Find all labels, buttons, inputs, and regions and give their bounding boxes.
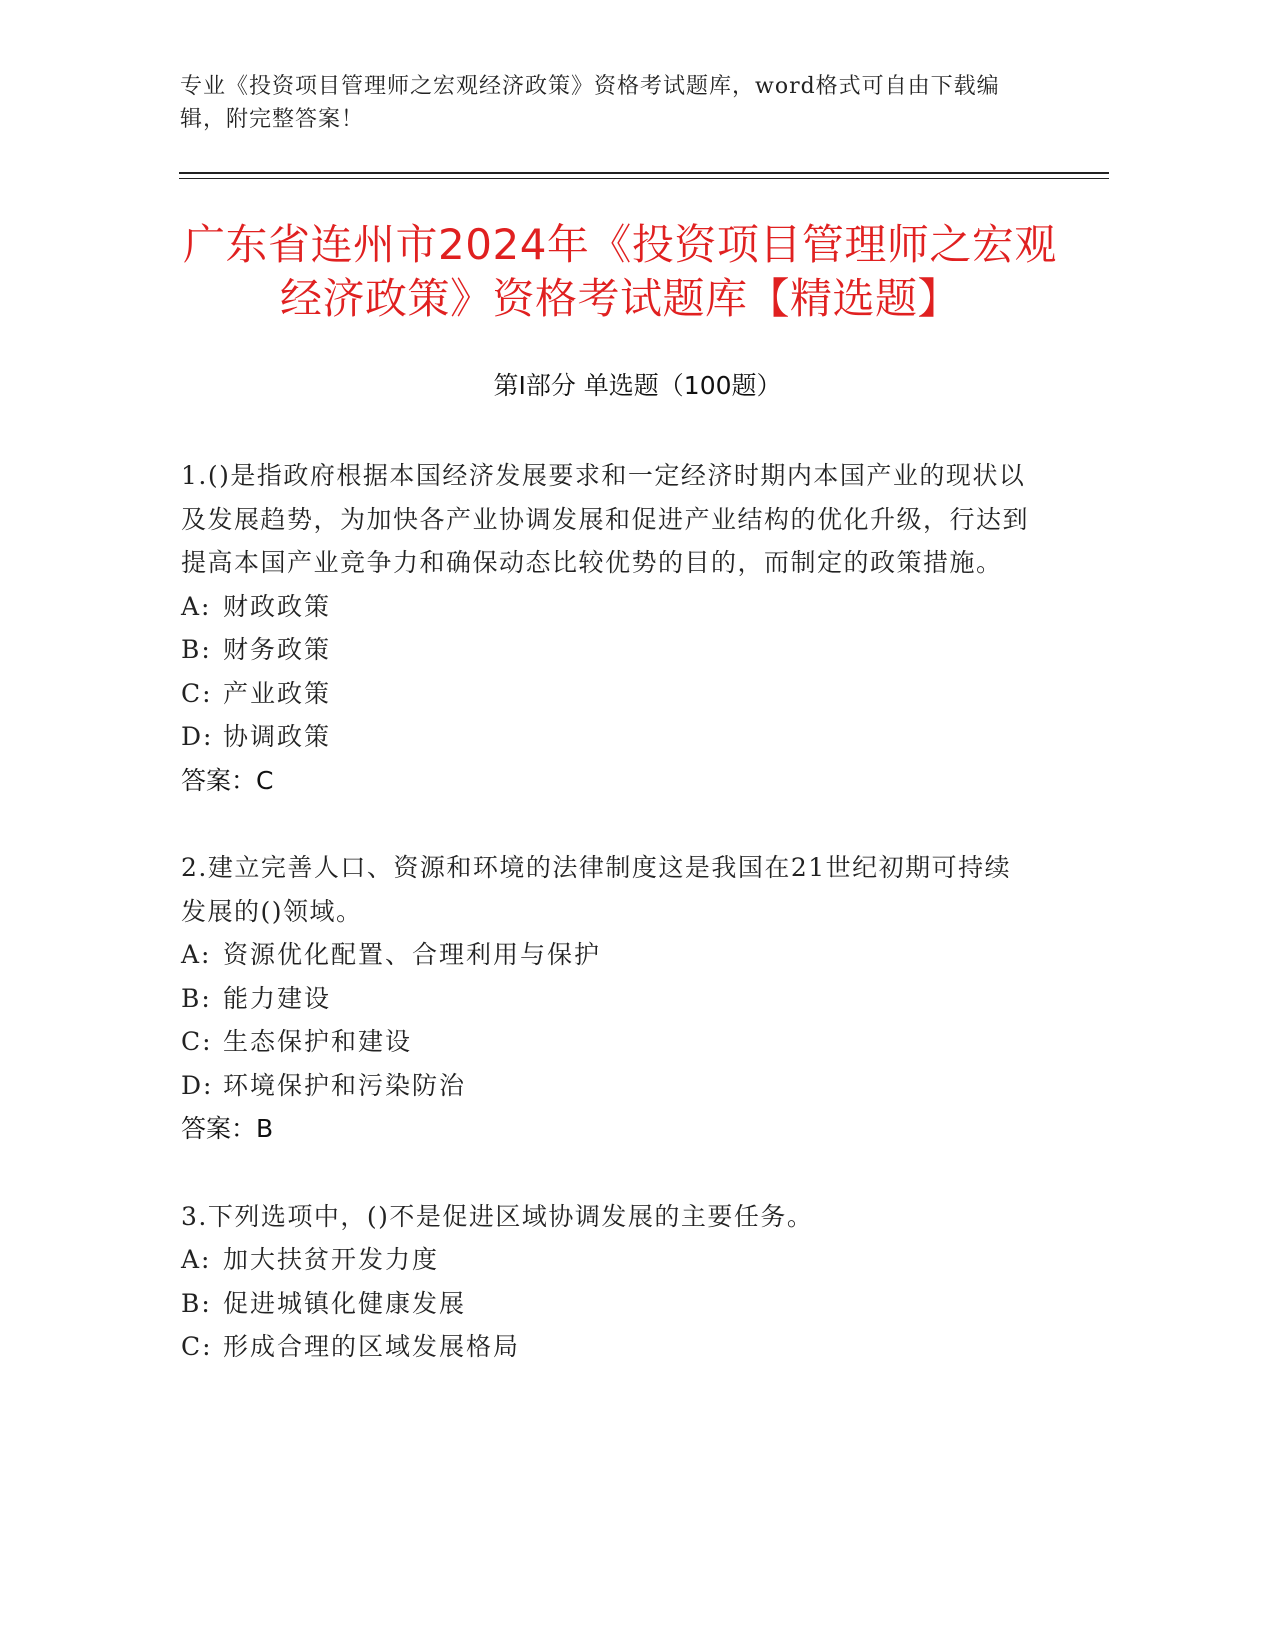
option-letter: B: [181,635,212,664]
section-heading: 第Ⅰ部分 单选题（100题） [493,371,782,400]
header-note: 专业《投资项目管理师之宏观经济政策》资格考试题库，word格式可自由下载编辑，附完整答案！ [180,74,1000,132]
question-item [181,454,1031,802]
option-c [181,1325,1031,1369]
option-letter: D: [181,722,214,751]
question-item [181,1195,1031,1369]
option-d [181,715,1031,759]
option-text: 财政政策 [223,591,332,621]
option-text: 促进城镇化健康发展 [223,1288,467,1318]
answer-line: 答案：C [181,765,274,795]
option-b [181,1282,1031,1326]
option-letter: B: [181,1288,212,1318]
option-b [181,977,1031,1021]
option-letter: A: [181,1245,212,1274]
option-a [181,1238,1031,1282]
document-title: 广东省连州市2024年《投资项目管理师之宏观经济政策》资格考试题库【精选题】 [183,220,1057,323]
option-letter: A: [181,940,212,969]
question-item [181,846,1031,1151]
option-letter: B: [181,983,212,1013]
answer-line: 答案：B [181,1114,274,1143]
option-a [181,585,1031,629]
option-a [181,933,1031,977]
question-list [181,454,1031,1413]
question-stem: 2.建立完善人口、资源和环境的法律制度这是我国在21世纪初期可持续发展的()领域。 [181,853,1012,926]
option-text: 协调政策 [223,722,332,751]
option-text: 环境保护和污染防治 [223,1070,467,1100]
option-letter: C: [181,1027,213,1056]
option-c [181,672,1031,716]
question-stem: 1.()是指政府根据本国经济发展要求和一定经济时期内本国产业的现状以及发展趋势，为加快各产业协调发展和促进产业结构的优化升级，行达到提高本国产业竞争力和确保动态比较优势的目的，而制定的政策措施。 [181,461,1030,577]
option-letter: A: [181,591,212,621]
option-c [181,1020,1031,1064]
option-text: 生态保护和建设 [223,1027,413,1056]
option-b [181,628,1031,672]
option-letter: C: [181,678,213,708]
option-text: 能力建设 [223,983,332,1013]
option-text: 财务政策 [223,635,332,664]
option-text: 形成合理的区域发展格局 [223,1332,521,1361]
option-text: 加大扶贫开发力度 [223,1245,440,1274]
option-letter: C: [181,1332,213,1361]
header-divider-thin [179,178,1109,179]
option-letter: D: [181,1070,214,1100]
option-d [181,1064,1031,1108]
option-text: 产业政策 [223,678,332,708]
question-stem: 3.下列选项中，()不是促进区域协调发展的主要任务。 [181,1201,814,1231]
option-text: 资源优化配置、合理利用与保护 [223,940,602,969]
header-divider-thick [179,172,1109,174]
